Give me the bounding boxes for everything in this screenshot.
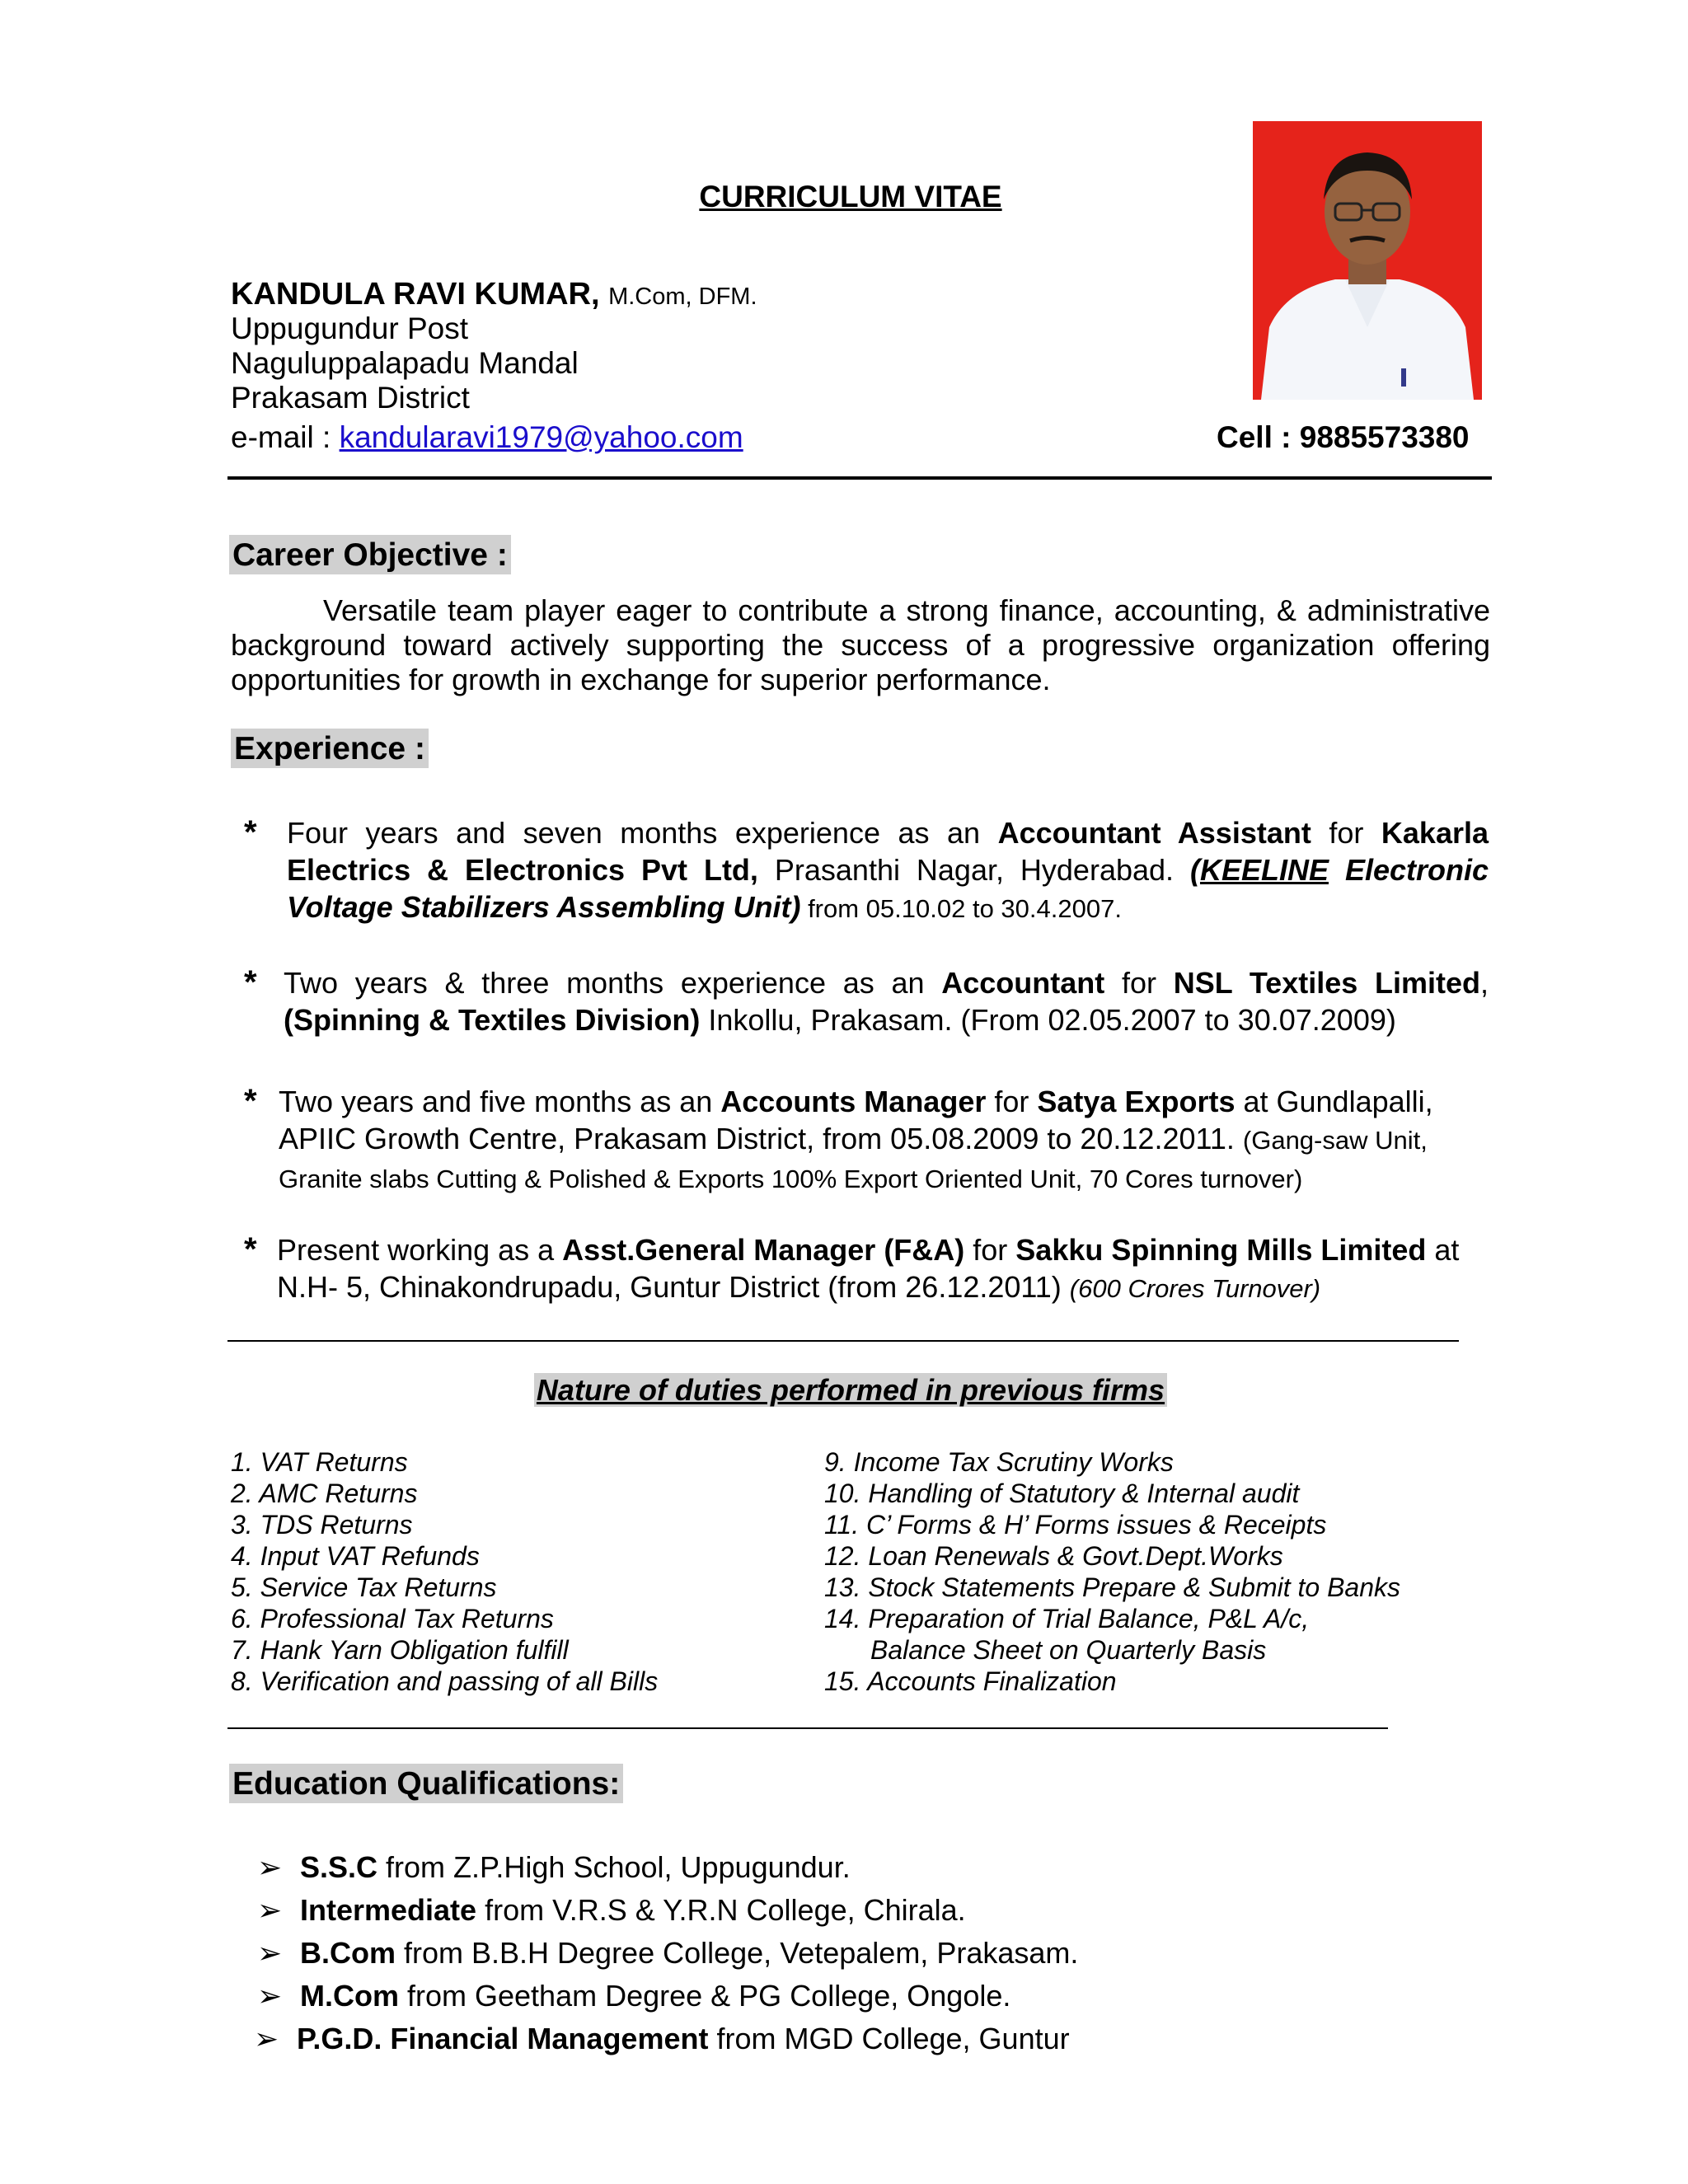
list-item: ➢ S.S.C from Z.P.High School, Uppugundur.	[257, 1846, 1078, 1889]
experience-heading: Experience :	[231, 729, 429, 768]
name-separator: ,	[590, 277, 600, 312]
experience-item-1: * Four years and seven months experience as an Accountant Assistant for Kakarla Electrics & Electronics Pvt Ltd, Prasanthi Nagar, Hyderabad. (KEELINE Electronic Voltage Stabilizers Assembling Unit) from 05.10.02 to 30.4.2007.	[244, 814, 1489, 924]
bullet-star: *	[244, 814, 257, 851]
cell-number: Cell : 9885573380	[1217, 420, 1470, 454]
address-line-3: Prakasam District	[231, 381, 470, 415]
email-line	[231, 420, 743, 455]
list-item: ➢ B.Com from B.B.H Degree College, Vetepalem, Prakasam.	[257, 1932, 1078, 1975]
portrait-image	[1253, 121, 1482, 400]
list-item: 7. Hank Yarn Obligation fulfill	[231, 1635, 569, 1665]
address-line-1: Uppugundur Post	[231, 312, 468, 345]
list-item: 8. Verification and passing of all Bills	[231, 1666, 659, 1696]
arrow-bullet-icon: ➢	[257, 1936, 283, 1970]
email-label: e-mail :	[231, 420, 340, 454]
list-item: Balance Sheet on Quarterly Basis	[870, 1635, 1267, 1665]
list-item: 5. Service Tax Returns	[231, 1572, 497, 1602]
career-objective-paragraph: Versatile team player eager to contribute a strong finance, accounting, & administrative background toward actively supporting the success of a progressive organization offering opportunities for growth in exchange for superior performance.	[231, 593, 1490, 696]
list-item: 6. Professional Tax Returns	[231, 1604, 554, 1633]
experience-item-2: * Two years & three months experience as an Accountant for NSL Textiles Limited, (Spinning & Textiles Division) Inkollu, Prakasam. (From 02.05.2007 to 30.07.2009)	[244, 964, 1489, 1037]
candidate-name: KANDULA RAVI KUMAR	[231, 277, 591, 312]
list-item: 4. Input VAT Refunds	[231, 1541, 480, 1571]
document-title: CURRICULUM VITAE	[699, 180, 1002, 213]
list-item: ➢ M.Com from Geetham Degree & PG College, Ongole.	[257, 1975, 1078, 2018]
education-list	[254, 1846, 1079, 2060]
duties-left-column	[231, 1446, 658, 1697]
duties-divider	[227, 1727, 1388, 1729]
duties-heading	[0, 1373, 1688, 1408]
list-item: 12. Loan Renewals & Govt.Dept.Works	[824, 1541, 1283, 1571]
education-heading: Education Qualifications:	[229, 1764, 623, 1803]
list-item: 11. C’ Forms & H’ Forms issues & Receipts	[824, 1510, 1327, 1540]
career-objective-text	[231, 593, 1490, 697]
list-item: 14. Preparation of Trial Balance, P&L A/c,	[824, 1604, 1310, 1633]
address-line-2: Naguluppalapadu Mandal	[231, 346, 579, 380]
list-item: 15. Accounts Finalization	[824, 1666, 1117, 1696]
list-item: 9. Income Tax Scrutiny Works	[824, 1447, 1174, 1477]
arrow-bullet-icon: ➢	[257, 1893, 283, 1927]
list-item: 1. VAT Returns	[231, 1447, 408, 1477]
bullet-star: *	[244, 1083, 257, 1119]
experience-item-4: * Present working as a Asst.General Manager (F&A) for Sakku Spinning Mills Limited at N.H- 5, Chinakondrupadu, Guntur District (from 26.12.2011) (600 Crores Turnover)	[244, 1231, 1460, 1304]
candidate-name-line	[231, 277, 757, 312]
list-item: ➢ Intermediate from V.R.S & Y.R.N College, Chirala.	[257, 1889, 1078, 1932]
duties-heading-text: Nature of duties performed in previous firms	[534, 1373, 1167, 1407]
list-item: 2. AMC Returns	[231, 1479, 418, 1508]
bullet-star: *	[244, 1231, 257, 1268]
arrow-bullet-icon: ➢	[257, 1850, 283, 1884]
email-link[interactable]: kandularavi1979@yahoo.com	[339, 420, 743, 454]
duties-right-column	[824, 1446, 1400, 1697]
list-item: 3. TDS Returns	[231, 1510, 413, 1540]
profile-photo	[1253, 121, 1482, 400]
arrow-bullet-icon: ➢	[257, 1979, 283, 2013]
career-objective-heading: Career Objective :	[229, 535, 511, 574]
experience-item-3: * Two years and five months as an Accounts Manager for Satya Exports at Gundlapalli, APIIC Growth Centre, Prakasam District, from 05.08.2009 to 20.12.2011. (Gang-saw Unit, Granite slabs Cutting & Polished & Exports 100% Export Oriented Unit, 70 Cores turnover)	[244, 1083, 1433, 1193]
bullet-star: *	[244, 964, 257, 1001]
header-divider	[227, 476, 1492, 480]
candidate-degrees: M.Com, DFM.	[608, 284, 757, 310]
list-item: 13. Stock Statements Prepare & Submit to Banks	[824, 1572, 1401, 1602]
list-item: ➢ P.G.D. Financial Management from MGD College, Guntur	[254, 2018, 1075, 2060]
experience-divider	[227, 1340, 1459, 1342]
arrow-bullet-icon: ➢	[254, 2022, 279, 2055]
list-item: 10. Handling of Statutory & Internal audit	[824, 1479, 1300, 1508]
